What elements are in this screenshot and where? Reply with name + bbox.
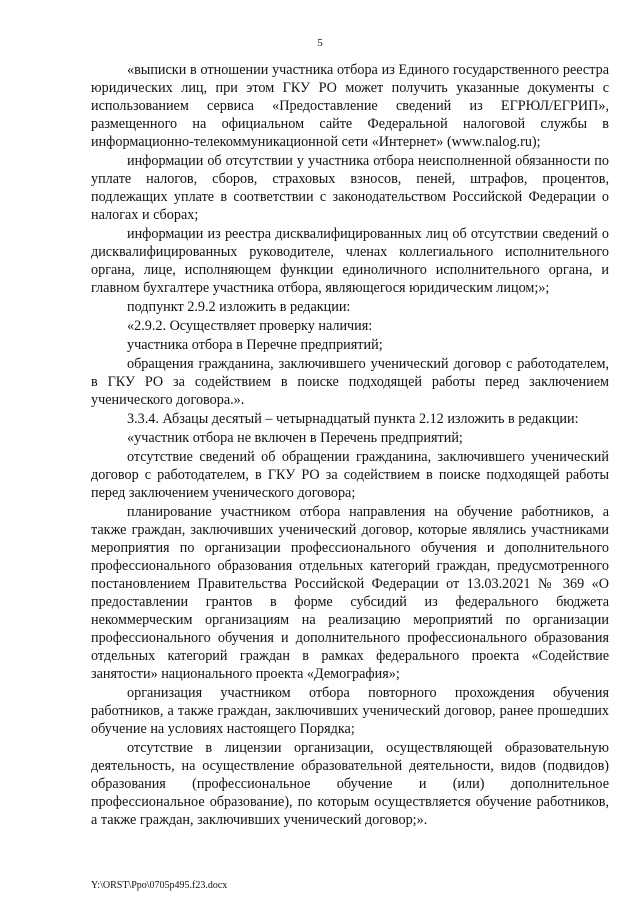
paragraph-subclause-2-9-2: подпункт 2.9.2 изложить в редакции: — [127, 299, 351, 315]
paragraph-egrul-extract: «выписки в отношении участника отбора из Единого государственного реестра юридических лиц, при этом ГКУ РО может получить указанные документы с использованием сервиса «Предоставление сведений из ЕГРЮЛ/ЕГРИП», размещенного на официальном сайте Федеральной налоговой службы в информационно-телекоммуникационной сети «Интернет» (www.nalog.ru); — [91, 62, 609, 150]
paragraph-2-9-2-heading: «2.9.2. Осуществляет проверку наличия: — [127, 318, 373, 334]
paragraph-tax-obligations: информации об отсутствии у участника отбора неисполненной обязанности по уплате налогов, сборов, страховых взносов, пеней, штрафов, процентов, подлежащих уплате в соответствии с законодательством Российской Федерации о налогах и сборах; — [91, 153, 609, 223]
paragraph-disqualified-registry: информации из реестра дисквалифицированных лиц об отсутствии сведений о дисквалифицированных руководителе, членах коллегиального исполнительного органа, лице, исполняющем функции единоличного исполнительного органа, и главном бухгалтере участника отбора, являющегося юридическим лицом;»; — [91, 226, 609, 296]
page-number: 5 — [317, 37, 323, 49]
paragraph-no-request-info: отсутствие сведений об обращении гражданина, заключившего ученический договор с работодателем, в ГКУ РО за содействием в поиске подходящей работы перед заключением ученического договора; — [91, 449, 609, 501]
paragraph-enterprise-list: участника отбора в Перечне предприятий; — [127, 337, 383, 353]
footer-file-path: Y:\ORST\Ppo\0705p495.f23.docx — [91, 880, 228, 891]
paragraph-license-absence: отсутствие в лицензии организации, осуществляющей образовательную деятельность, на осуществление образовательной деятельности, видов (подвидов) образования (профессиональное обучение и (или) дополнительное профессиональное образование), по которым осуществляется обучение работников, а также граждан, заключивших ученический договор;». — [91, 740, 609, 828]
paragraph-citizen-request: обращения гражданина, заключившего ученический договор с работодателем, в ГКУ РО за содействием в поиске подходящей работы перед заключением ученического договора.». — [91, 356, 609, 408]
paragraph-3-3-4: 3.3.4. Абзацы десятый – четырнадцатый пункта 2.12 изложить в редакции: — [127, 411, 579, 427]
paragraph-repeat-training: организация участником отбора повторного прохождения обучения работников, а также граждан, заключивших ученический договор, ранее прошедших обучение на условиях настоящего Порядка; — [91, 685, 609, 737]
paragraph-training-planning: планирование участником отбора направления на обучение работников, а также граждан, заключивших ученический договор, которые являлись участниками мероприятия по организации профессионального обучения и дополнительного профессионального образования отдельных категорий граждан, предусмотренного постановлением Правительства Российской Федерации от 13.03.2021 № 369 «О предоставлении грантов в форме субсидий из федерального бюджета некоммерческим организациям на реализацию мероприятий по организации профессионального обучения и дополнительного профессионального образования отдельных категорий граждан в рамках федерального проекта «Содействие занятости» национального проекта «Демография»; — [91, 504, 609, 682]
document-body — [91, 61, 609, 830]
paragraph-not-in-list: «участник отбора не включен в Перечень предприятий; — [127, 430, 463, 446]
